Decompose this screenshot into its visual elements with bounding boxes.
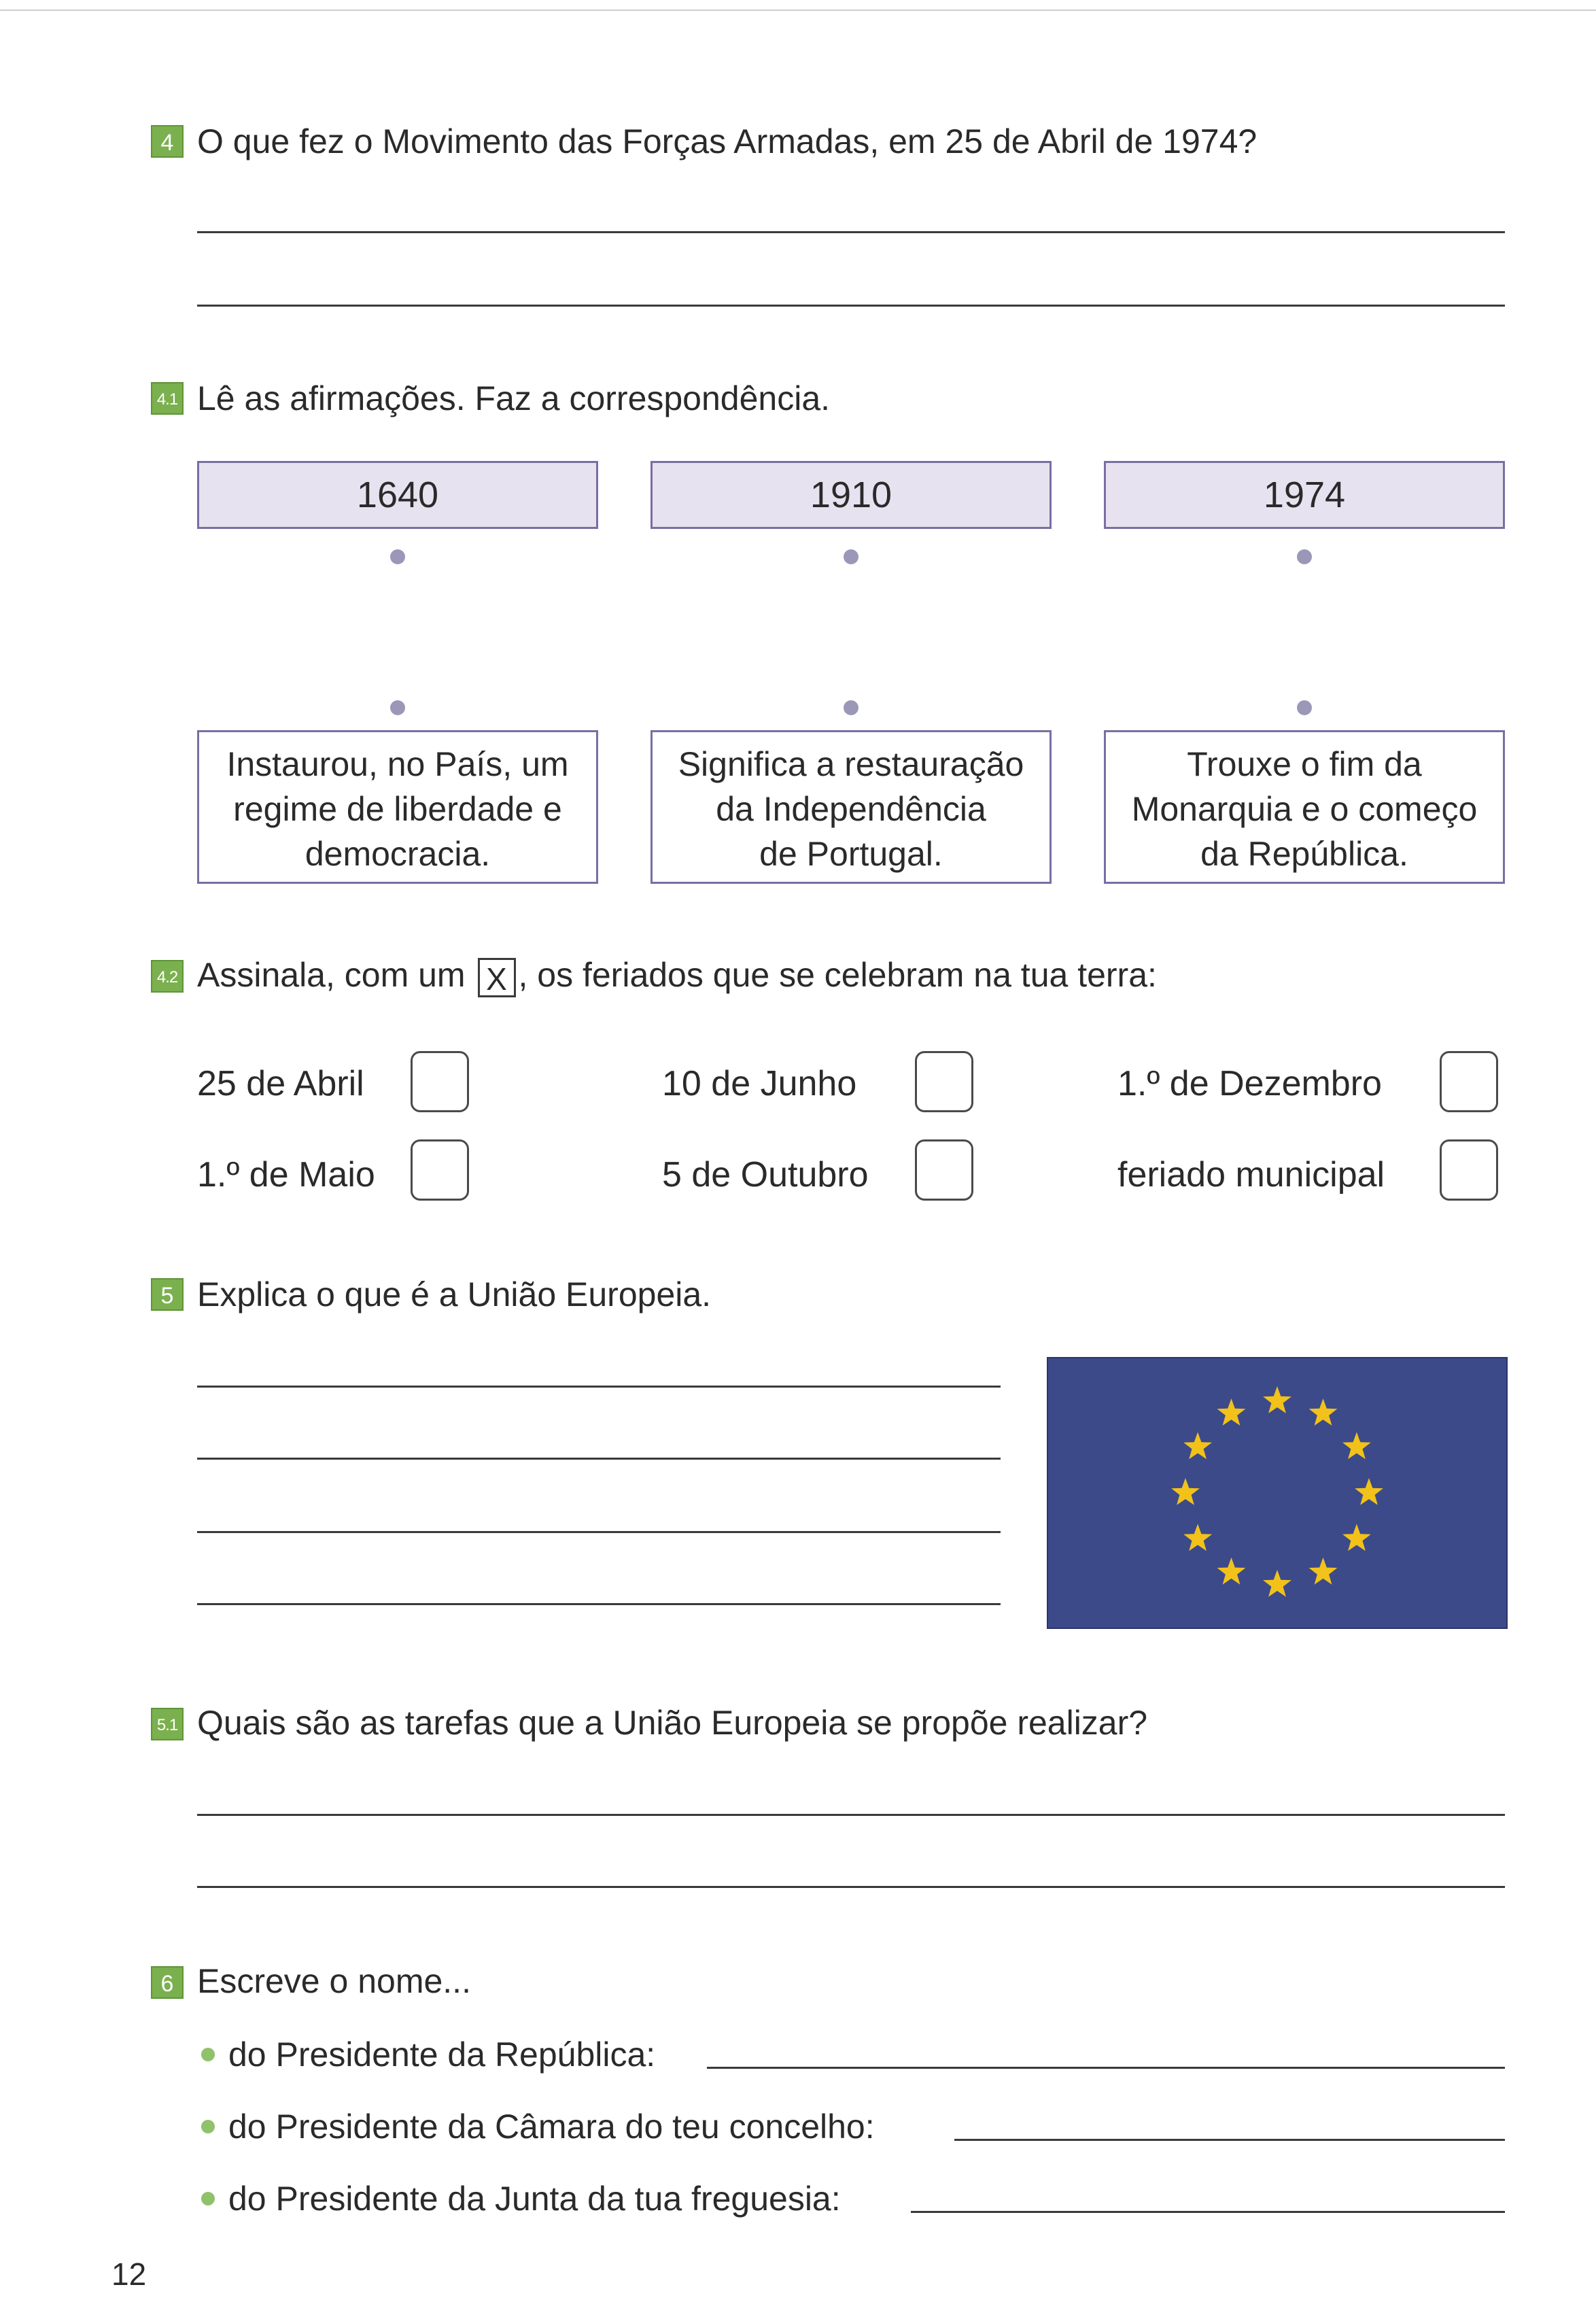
star-icon xyxy=(1355,1478,1383,1505)
answer-line[interactable] xyxy=(197,1603,1001,1605)
statement-line: da República. xyxy=(1200,835,1408,873)
statement-box-3 xyxy=(1104,730,1505,884)
question-4-1-badge: 4.1 xyxy=(151,382,184,415)
star-icon xyxy=(1263,1386,1291,1413)
answer-line[interactable] xyxy=(197,305,1505,307)
answer-line[interactable] xyxy=(197,1531,1001,1533)
eu-flag-stars xyxy=(1048,1358,1506,1628)
answer-line[interactable] xyxy=(197,1458,1001,1460)
star-icon xyxy=(1217,1558,1246,1585)
x-mark-sample: X xyxy=(478,958,516,997)
answer-line[interactable] xyxy=(911,2211,1505,2213)
statement-box-2 xyxy=(650,730,1052,884)
question-6-text: Escreve o nome... xyxy=(197,1962,471,2000)
answer-line[interactable] xyxy=(197,1386,1001,1388)
star-icon xyxy=(1171,1478,1200,1505)
instruction-text: Assinala, com um xyxy=(197,956,466,994)
holiday-checkbox[interactable] xyxy=(1440,1139,1498,1201)
name-prompt: do Presidente da Câmara do teu concelho: xyxy=(228,2108,875,2146)
answer-line[interactable] xyxy=(197,1814,1505,1816)
european-union-flag xyxy=(1047,1357,1508,1629)
question-5-badge: 5 xyxy=(151,1278,184,1311)
statement-line: da Independência xyxy=(716,790,986,828)
page-number: 12 xyxy=(111,2256,147,2292)
question-5-1-badge: 5.1 xyxy=(151,1708,184,1740)
top-border-line xyxy=(0,10,1596,11)
star-icon xyxy=(1263,1570,1291,1597)
connector-dot[interactable] xyxy=(844,549,858,564)
name-prompt: do Presidente da Junta da tua freguesia: xyxy=(228,2180,841,2218)
star-icon xyxy=(1342,1432,1371,1460)
statement-line: Monarquia e o começo xyxy=(1131,790,1478,828)
connector-dot[interactable] xyxy=(1297,700,1312,715)
holiday-label: 1.º de Maio xyxy=(197,1155,375,1195)
star-icon xyxy=(1309,1558,1338,1585)
holiday-label: 10 de Junho xyxy=(662,1064,857,1103)
year-box-1974: 1974 xyxy=(1104,461,1505,529)
bullet-icon xyxy=(201,2192,215,2205)
answer-line[interactable] xyxy=(197,1886,1505,1888)
statement-box-1 xyxy=(197,730,598,884)
connector-dot[interactable] xyxy=(1297,549,1312,564)
question-4-1-text: Lê as afirmações. Faz a correspondência. xyxy=(197,379,831,417)
holiday-checkbox[interactable] xyxy=(411,1139,469,1201)
name-prompt: do Presidente da República: xyxy=(228,2035,656,2074)
connector-dot[interactable] xyxy=(844,700,858,715)
star-icon xyxy=(1342,1524,1371,1551)
question-4-2-badge: 4.2 xyxy=(151,960,184,993)
answer-line[interactable] xyxy=(707,2067,1505,2069)
question-4-2-text xyxy=(197,955,1157,997)
question-5-text: Explica o que é a União Europeia. xyxy=(197,1275,712,1313)
statement-line: Significa a restauração xyxy=(678,745,1024,783)
holiday-checkbox[interactable] xyxy=(915,1139,973,1201)
question-5-1-text: Quais são as tarefas que a União Europeia se propõe realizar? xyxy=(197,1704,1148,1742)
year-box-1640: 1640 xyxy=(197,461,598,529)
holiday-label: 25 de Abril xyxy=(197,1064,364,1103)
answer-line[interactable] xyxy=(197,231,1505,233)
holiday-label: 1.º de Dezembro xyxy=(1117,1064,1382,1103)
instruction-text: , os feriados que se celebram na tua terra: xyxy=(518,956,1157,994)
star-icon xyxy=(1309,1398,1338,1426)
star-icon xyxy=(1183,1524,1212,1551)
statement-line: Instaurou, no País, um xyxy=(226,745,569,783)
star-icon xyxy=(1217,1398,1246,1426)
question-4-text: O que fez o Movimento das Forças Armadas, em 25 de Abril de 1974? xyxy=(197,122,1257,160)
year-box-1910: 1910 xyxy=(650,461,1052,529)
statement-line: democracia. xyxy=(305,835,491,873)
statement-line: Trouxe o fim da xyxy=(1187,745,1422,783)
bullet-icon xyxy=(201,2048,215,2061)
connector-dot[interactable] xyxy=(390,549,405,564)
holiday-checkbox[interactable] xyxy=(1440,1051,1498,1112)
holiday-label: feriado municipal xyxy=(1117,1155,1385,1195)
holiday-checkbox[interactable] xyxy=(915,1051,973,1112)
question-4-badge: 4 xyxy=(151,125,184,158)
question-6-badge: 6 xyxy=(151,1966,184,1999)
connector-dot[interactable] xyxy=(390,700,405,715)
answer-line[interactable] xyxy=(954,2139,1505,2141)
holiday-label: 5 de Outubro xyxy=(662,1155,869,1195)
bullet-icon xyxy=(201,2120,215,2133)
holiday-checkbox[interactable] xyxy=(411,1051,469,1112)
statement-line: regime de liberdade e xyxy=(233,790,562,828)
statement-line: de Portugal. xyxy=(759,835,943,873)
star-icon xyxy=(1183,1432,1212,1460)
